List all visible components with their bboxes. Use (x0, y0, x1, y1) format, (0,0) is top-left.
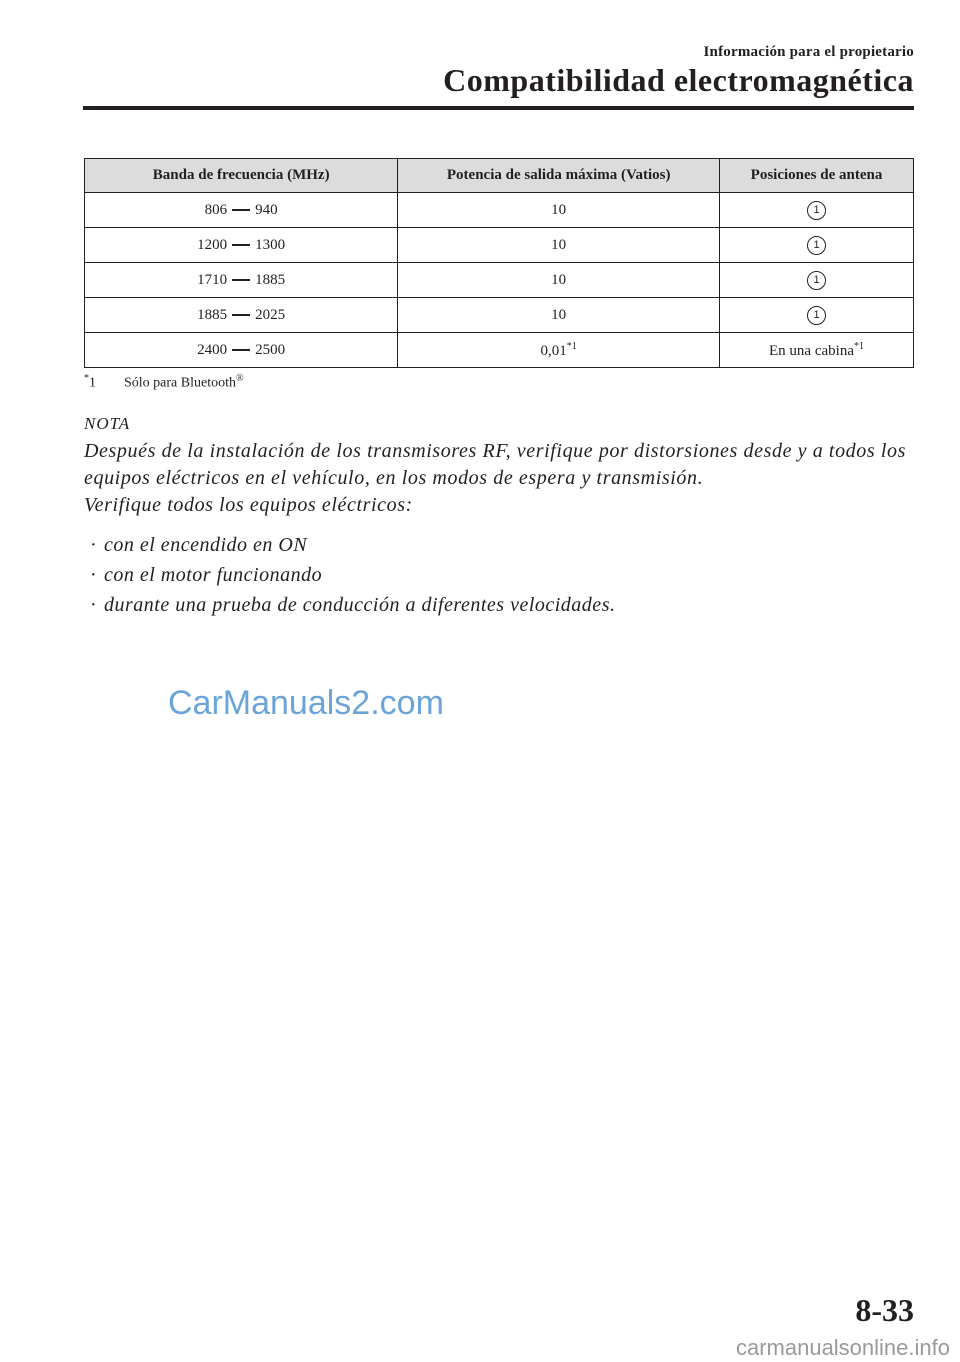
note-bullet-list (84, 530, 615, 620)
note-body (84, 438, 924, 519)
footnote (84, 373, 244, 392)
page-title: Compatibilidad electromagnética (443, 62, 914, 98)
power-cell: 10 (398, 193, 720, 228)
list-item: · con el encendido en ON (84, 530, 615, 560)
antenna-cell (720, 263, 914, 298)
frequency-cell: 1200 1300 (85, 228, 398, 263)
watermark-logo: CarManuals2.com (168, 684, 444, 722)
bullet-dot-icon: · (90, 564, 98, 586)
antenna-cell: En una cabina$^{*1}$ (720, 333, 914, 368)
dash-icon (232, 314, 250, 316)
power-cell: 10 (398, 298, 720, 333)
header-section: Información para el propietario (703, 44, 914, 60)
antenna-position-icon: 1 (807, 306, 826, 325)
header-rule (83, 106, 914, 110)
dash-icon (232, 209, 250, 211)
footnote-number: *1 (84, 373, 96, 391)
column-header-frequency: Banda de frecuencia (MHz) (85, 159, 398, 193)
bullet-dot-icon: · (90, 594, 98, 616)
table-header-row (85, 159, 914, 193)
note-paragraph: Después de la instalación de los transmisores RF, verifique por distorsiones desde y a todos los equipos eléctricos en el vehículo, en los modos de espera y transmisión. (84, 440, 907, 489)
footer-watermark: carmanualsonline.info (735, 1335, 950, 1360)
registered-symbol: ® (236, 373, 244, 384)
frequency-table (84, 158, 914, 368)
antenna-position-icon: 1 (807, 201, 826, 220)
note-paragraph: Verifique todos los equipos eléctricos: (84, 494, 413, 516)
power-cell: 0,01$^{*1}$ (398, 333, 720, 368)
list-item: · durante una prueba de conducción a diferentes velocidades. (84, 590, 615, 620)
page-number: 8-33 (855, 1292, 914, 1328)
table-row (85, 193, 914, 228)
power-cell: 10 (398, 263, 720, 298)
antenna-position-icon: 1 (807, 271, 826, 290)
frequency-cell: 2400 2500 (85, 333, 398, 368)
frequency-cell: 806 940 (85, 193, 398, 228)
table-row (85, 263, 914, 298)
antenna-cell (720, 228, 914, 263)
power-cell: 10 (398, 228, 720, 263)
column-header-antenna: Posiciones de antena (720, 159, 914, 193)
note-heading: NOTA (84, 414, 131, 433)
frequency-cell: 1710 1885 (85, 263, 398, 298)
table-row (85, 228, 914, 263)
bullet-dot-icon: · (90, 534, 98, 556)
dash-icon (232, 349, 250, 351)
antenna-cell (720, 298, 914, 333)
frequency-cell: 1885 2025 (85, 298, 398, 333)
column-header-power: Potencia de salida máxima (Vatios) (398, 159, 720, 193)
dash-icon (232, 244, 250, 246)
footnote-text: Sólo para Bluetooth (124, 375, 236, 391)
antenna-position-icon: 1 (807, 236, 826, 255)
antenna-cell (720, 193, 914, 228)
table-row (85, 298, 914, 333)
dash-icon (232, 279, 250, 281)
table-row (85, 333, 914, 368)
list-item: · con el motor funcionando (84, 560, 615, 590)
